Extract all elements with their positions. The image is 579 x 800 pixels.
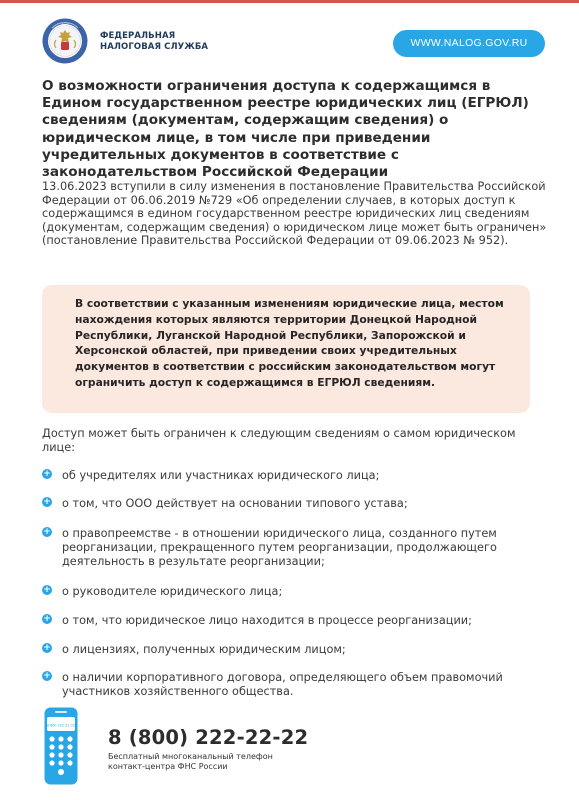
plus-circle-icon: +: [43, 643, 51, 653]
hotline-caption: [108, 752, 328, 772]
plus-circle-icon: +: [43, 614, 51, 624]
plus-circle-icon: +: [43, 497, 51, 507]
plus-circle-icon: +: [43, 585, 51, 595]
list-item-text: о наличии корпоративного договора, определяющего объем правомочий участников хозяйственного общества.: [62, 671, 503, 698]
hotline-number: 8 (800) 222-22-22: [108, 726, 309, 749]
hotline-caption-line-2: контакт-центра ФНС России: [108, 762, 228, 771]
website-link-button[interactable]: WWW.NALOG.GOV.RU: [393, 30, 545, 57]
callout-text: В соответствии с указанным изменениям юридические лица, местом нахождения которых являются территории Донецкой Народной Республики, Луганской Народной Республики, Запорожской и Херсонской областей, при приведении своих учредительных документов в соответствии с российским законодательством могут ограничить доступ к содержащимся в ЕГРЮЛ сведениям.: [75, 297, 504, 389]
list-item-text: о руководителе юридического лица;: [62, 585, 283, 598]
phone-screen-text: 8 800 222-22-22: [46, 723, 76, 728]
top-accent-line: [0, 0, 579, 3]
list-item-text: о том, что юридическое лицо находится в процессе реорганизации;: [62, 614, 472, 627]
list-item-text: о правопреемстве - в отношении юридического лица, созданного путем реорганизации, прекращенного путем реорганизации, продолжающего деятельность в результате реорганизации;: [62, 527, 497, 568]
fns-emblem-icon: [42, 18, 88, 64]
plus-circle-icon: +: [43, 671, 51, 681]
hotline-caption-line-1: Бесплатный многоканальный телефон: [108, 752, 273, 761]
agency-line-1: ФЕДЕРАЛЬНАЯ: [100, 31, 176, 41]
plus-circle-icon: +: [43, 469, 51, 479]
list-item-text: об учредителях или участниках юридического лица;: [62, 469, 380, 482]
list-item-text: о лицензиях, полученных юридическим лицом;: [62, 643, 346, 656]
agency-line-2: НАЛОГОВАЯ СЛУЖБА: [100, 42, 209, 52]
list-intro: Доступ может быть ограничен к следующим сведениям о самом юридическом лице:: [42, 427, 516, 454]
agency-name: [100, 31, 208, 53]
svg-text:ФНС: ФНС: [61, 23, 69, 27]
page-title: О возможности ограничения доступа к содержащимся в Едином государственном реестре юридических лиц (ЕГРЮЛ) сведениям (документам, содержащим сведения) о юридическом лице, в том числе при приведении учредительных документов в соответствие с законодательством Российской Федерации: [42, 78, 529, 181]
header: [42, 18, 552, 66]
plus-circle-icon: +: [43, 527, 51, 537]
list-item-text: о том, что ООО действует на основании типового устава;: [62, 497, 408, 510]
intro-paragraph: 13.06.2023 вступили в силу изменения в постановление Правительства Российской Федерации от 06.06.2019 №729 «Об определении случаев, в которых доступ к содержащимся в едином государственном реестре юридических лиц сведениям (документам, содержащим сведения) о юридическом лице может быть ограничен» (постановление Правительства Российской Федерации от 09.06.2023 № 952).: [42, 180, 547, 248]
highlight-callout: [42, 285, 530, 413]
phone-keypad-icon: [44, 707, 78, 785]
